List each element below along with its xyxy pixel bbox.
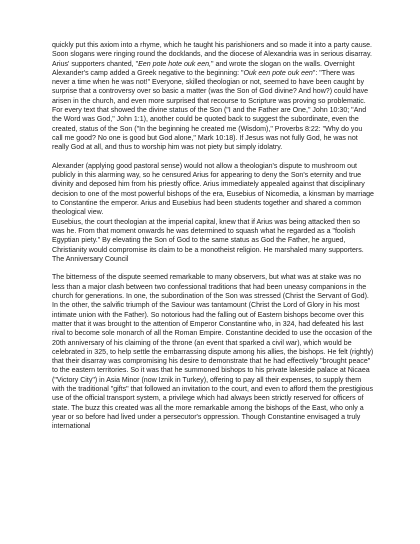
- text-run: " and wrote the slogan on the walls. Overnight Alexander's camp added a Greek negative to the beginning: ": [52, 60, 355, 77]
- paragraph-gap: [52, 153, 374, 162]
- document-page: [52, 41, 374, 431]
- paragraph-gap: [52, 264, 374, 273]
- text-run: Alexander (applying good pastoral sense) would not allow a theologian's dispute to mushroom out publicly in this alarming way, so he censured Arius for appearing to deny the Son's eternity and true divinity and deposed him from his priestly office. Arius immediately appealed against that disciplinary decision to one of the most powerful bishops of the era, Eusebius of Nicomedia, a kinsman by marriage to Constantine the emperor. Arius and Eusebius had been students together and shared a common theological view.: [52, 162, 374, 217]
- italic-phrase: Ouk een pote ouk een: [243, 69, 313, 77]
- text-run: ": "There was never a time when he was not!" Everyone, skilled theologian or not, seemed to have been caught by surprise that a controversy over so basic a matter (was the Son of God divine? And how?) could have arisen in the church, and even more surprised that recourse to Scripture was proving so problematic. For every text that showed the divine status of the Son ("I and the Father are One," John 10:30; "And the Word was God," John 1:1), another could be quoted back to suggest the subordinate, even the created, status of the Son ("In the beginning he created me (Wisdom)," Proverbs 8:22: "Why do you call me good? No one is good but God alone," Mark 10:18). If Jesus was not fully God, he was not really God at all, and thus to worship him was not piety but simply idolatry.: [52, 69, 369, 152]
- paragraph-eusebius: [52, 218, 374, 264]
- text-run: Eusebius, the court theologian at the imperial capital, knew that if Arius was being attacked then so was he. From that moment onwards he was determined to squash what he regarded as a "foolish Egyptian piety." By elevating the Son of God to the same status as God the Father, he argued, Christianity would compromise its claim to be a monotheist religion. He marshaled many supporters. The Anniversary Council: [52, 218, 364, 263]
- italic-phrase: Een pote hote ouk een,: [138, 60, 211, 68]
- paragraph-arius-slogans: [52, 41, 374, 153]
- text-run: quickly put this axiom into a rhyme, which he taught his parishioners and so made it into a party cause. Soon slogans were ringing round the docklands, and the diocese of Alexandria was in serious disarray. Arius' supporters chanted, ": [52, 42, 373, 68]
- text-run: The bitterness of the dispute seemed remarkable to many observers, but what was at stake was no less than a major clash between two confessional traditions that had been uneasy companions in the church for generations. In one, the subordination of the Son was stressed (Christ the Servant of God). In the other, the salvific triumph of the Saviour was tantamount (Christ the Lord of Glory in his most intimate union with the Father). So notorious had the falling out of Eastern bishops become over this matter that it was brought to the attention of Emperor Constantine who, in 324, had defeated his last rival to become sole monarch of all the Roman Empire. Constantine decided to use the occasion of the 20th anniversary of his claiming of the throne (an event that sparked a civil war), which would be celebrated in 325, to help settle the embarrassing dispute among his allies, the bishops. He felt (rightly) that their disarray was compromising his desire to demonstrate that he had effectively "brought peace" to the eastern territories. So it was that he summoned bishops to his private lakeside palace at Nicaea ("Victory City") in Asia Minor (now Iznik in Turkey), offering to pay all their expenses, to supply them with the traditional "gifts" that followed an invitation to the court, and even to afford them the prestigious use of the official transport system, a privilege which had always been strictly reserved for officers of state. The buzz this created was all the more remarkable among the bishops of the East, who only a year or so before had lived under a persecutor's oppression. Though Constantine envisaged a truly international: [52, 274, 374, 431]
- paragraph-alexander-censure: [52, 162, 374, 218]
- paragraph-anniversary-council: [52, 273, 374, 431]
